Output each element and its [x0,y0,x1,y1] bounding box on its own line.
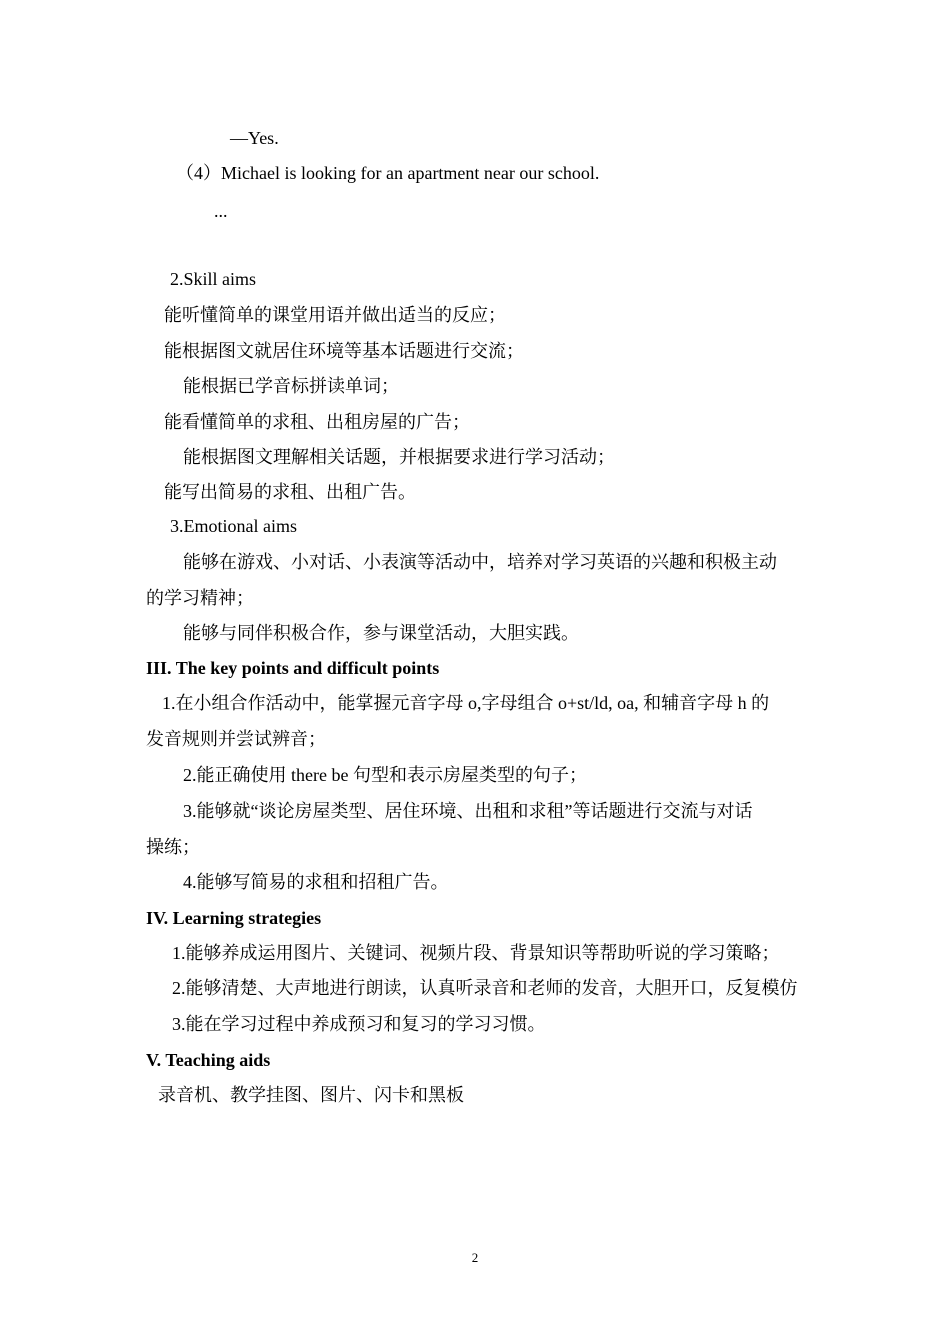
dialogue-answer: —Yes. [230,128,279,148]
key-point-item: 2.能正确使用 there be 句型和表示房屋类型的句子； [183,765,587,785]
heading-key-points: III. The key points and difficult points [146,658,440,678]
emotional-aim-item: 能够与同伴积极合作，参与课堂活动，大胆实践。 [183,623,579,643]
key-point-item: 4.能够写简易的求租和招租广告。 [183,872,449,892]
emotional-aim-item-continued: 的学习精神； [146,588,254,608]
section-emotional-aims: 3.Emotional aims [170,516,297,536]
ellipsis: ... [214,201,228,221]
heading-learning-strategies: IV. Learning strategies [146,908,322,928]
heading-teaching-aids: V. Teaching aids [146,1050,271,1070]
key-point-item-continued: 发音规则并尝试辨音； [146,729,326,749]
strategy-item: 3.能在学习过程中养成预习和复习的学习习惯。 [172,1014,546,1034]
key-point-item-continued: 操练； [146,837,200,857]
skill-aim-item: 能看懂简单的求租、出租房屋的广告； [164,412,470,432]
strategy-item: 2.能够清楚、大声地进行朗读，认真听录音和老师的发音，大胆开口，反复模仿 [172,978,798,998]
strategy-item: 1.能够养成运用图片、关键词、视频片段、背景知识等帮助听说的学习策略； [172,943,780,963]
example-sentence-4: （4）Michael is looking for an apartment near our school. [176,163,600,183]
skill-aim-item: 能根据图文理解相关话题，并根据要求进行学习活动； [183,447,615,467]
skill-aim-item: 能根据已学音标拼读单词； [183,376,399,396]
skill-aim-item: 能根据图文就居住环境等基本话题进行交流； [164,341,524,361]
skill-aim-item: 能写出简易的求租、出租广告。 [164,482,416,502]
key-point-item: 1.在小组合作活动中，能掌握元音字母 o,字母组合 o+st/ld, oa, 和辅音字母 h 的 [162,693,770,713]
emotional-aim-item: 能够在游戏、小对话、小表演等活动中，培养对学习英语的兴趣和积极主动 [183,552,777,572]
key-point-item: 3.能够就“谈论房屋类型、居住环境、出租和求租”等话题进行交流与对话 [183,801,753,821]
teaching-aids-list: 录音机、教学挂图、图片、闪卡和黑板 [158,1085,464,1105]
page-number: 2 [471,1250,479,1265]
section-skill-aims: 2.Skill aims [170,269,257,289]
skill-aim-item: 能听懂简单的课堂用语并做出适当的反应； [164,305,506,325]
